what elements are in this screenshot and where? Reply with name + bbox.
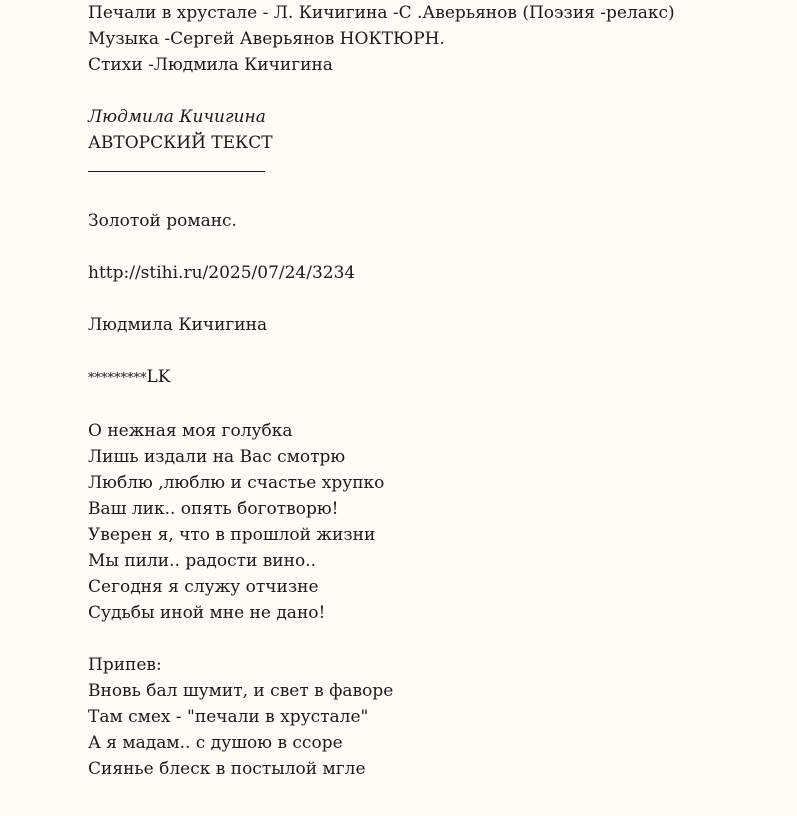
chorus-label: Припев: (88, 655, 162, 675)
verse-line: О нежная моя голубка (88, 421, 293, 441)
document-body (88, 0, 788, 782)
poem-title: Золотой романс. (88, 211, 237, 231)
chorus-line: Сиянье блеск в постылой мгле (88, 759, 366, 779)
verse-line: Сегодня я служу отчизне (88, 577, 319, 597)
chorus (88, 652, 788, 782)
blank-line (88, 182, 788, 208)
chorus-line: Там смех - "печали в хрустале" (88, 707, 369, 727)
blank-line (88, 626, 788, 652)
verse-line: Судьбы иной мне не дано! (88, 603, 326, 623)
verse-line: Уверен я, что в прошлой жизни (88, 525, 376, 545)
chorus-line: Вновь бал шумит, и свет в фаворе (88, 681, 394, 701)
poem-url: http://stihi.ru/2025/07/24/3234 (88, 263, 356, 283)
author-text-label: АВТОРСКИЙ ТЕКСТ (88, 133, 273, 153)
music-credit-line: Музыка -Сергей Аверьянов НОКТЮРН. (88, 29, 445, 49)
blank-line (88, 392, 788, 418)
chorus-line: А я мадам.. с душою в ссоре (88, 733, 343, 753)
blank-line (88, 338, 788, 364)
poem-author: Людмила Кичигина (88, 315, 268, 335)
blank-line (88, 286, 788, 312)
separator-line (88, 156, 265, 182)
blank-line (88, 234, 788, 260)
author-italic-name: Людмила Кичигина (88, 107, 266, 127)
blank-line (88, 78, 788, 104)
signature-line (88, 364, 788, 392)
verse-line: Лишь издали на Вас смотрю (88, 447, 346, 467)
signature-stars: ********* (88, 371, 147, 386)
verse-line: Ваш лик.. опять боготворю! (88, 499, 339, 519)
verse-1 (88, 418, 788, 626)
verse-line: Мы пили.. радости вино.. (88, 551, 316, 571)
title-line: Печали в хрустале - Л. Кичигина -С .Аверьянов (Поэзия -релакс) (88, 3, 675, 23)
lyrics-credit-line: Стихи -Людмила Кичигина (88, 55, 333, 75)
signature-initials: LK (146, 367, 171, 387)
verse-line: Люблю ,люблю и счастье хрупко (88, 473, 385, 493)
